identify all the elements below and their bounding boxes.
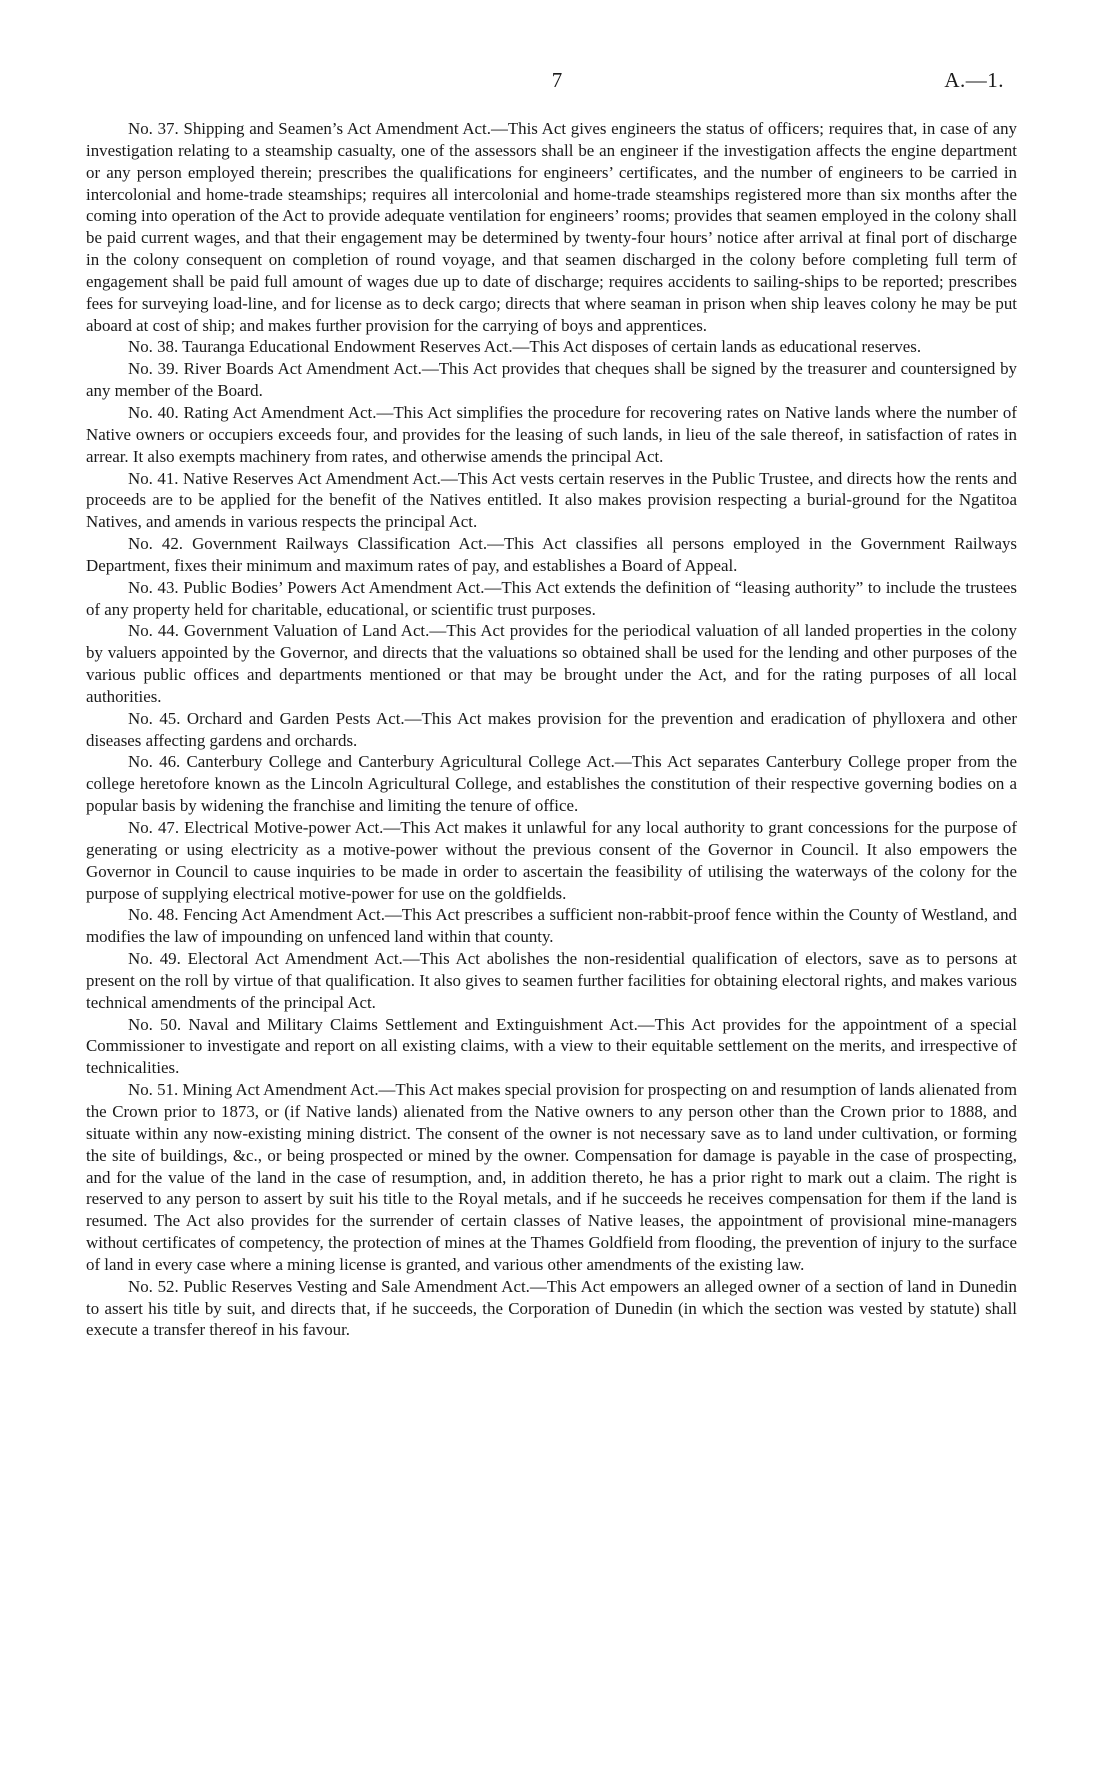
- act-summary-list: [86, 118, 1017, 1341]
- act-entry-50: No. 50. Naval and Military Claims Settlement and Extinguishment Act.—This Act provides for the appointment of a special Commissioner to investigate and report on all existing claims, with a view to their equitable settlement on the merits, and irrespective of technicalities.: [86, 1014, 1017, 1078]
- act-entry-41: No. 41. Native Reserves Act Amendment Act.—This Act vests certain reserves in the Public Trustee, and directs how the rents and proceeds are to be applied for the benefit of the Natives entitled. It also makes provision respecting a burial-ground for the Ngatitoa Natives, and amends in various respects the principal Act.: [86, 468, 1017, 532]
- page-reference: A.—1.: [944, 68, 1004, 92]
- act-entry-49: No. 49. Electoral Act Amendment Act.—This Act abolishes the non-residential qualification of electors, save as to persons at present on the roll by virtue of that qualification. It also gives to seamen further facilities for obtaining electoral rights, and makes various technical amendments of the principal Act.: [86, 949, 1017, 1012]
- act-entry-51: No. 51. Mining Act Amendment Act.—This Act makes special provision for prospecting on and resumption of lands alienated from the Crown prior to 1873, or (if Native lands) alienated from the Native owners to any person other than the Crown prior to 1888, and situate within any now-existing mining district. The consent of the owner is not necessary save as to land under cultivation, or forming the site of buildings, &c., or being prospected or mined by the owner. Compensation for damage is payable in the case of prospecting, and for the value of the land in the case of resumption, and, in addition thereto, he has a prior right to mark out a claim. The right is reserved to any person to assert by suit his title to the Royal metals, and if he succeeds he receives compensation for them if the land is resumed. The Act also provides for the surrender of certain classes of Native leases, the appointment of provisional mine-managers without certificates of competency, the protection of mines at the Thames Goldfield from flooding, the prevention of injury to the surface of land in every case where a mining license is granted, and various other amendments of the existing law.: [86, 1080, 1017, 1274]
- act-entry-48: No. 48. Fencing Act Amendment Act.—This Act prescribes a sufficient non-rabbit-proof fence within the County of Westland, and modifies the law of impounding on unfenced land within that county.: [86, 905, 1017, 947]
- act-entry-46: No. 46. Canterbury College and Canterbury Agricultural College Act.—This Act separates Canterbury College proper from the college heretofore known as the Lincoln Agricultural College, and establishes the constitution of their respective governing bodies on a popular basis by widening the franchise and limiting the tenure of office.: [86, 752, 1017, 816]
- page-number: 7: [551, 68, 563, 92]
- act-entry-44: No. 44. Government Valuation of Land Act.—This Act provides for the periodical valuation of all landed properties in the colony by valuers appointed by the Governor, and directs that the valuations so obtained shall be used for the lending and other purposes of the various public offices and departments mentioned or that may be brought under the Act, and for the rating purposes of all local authorities.: [86, 621, 1017, 706]
- act-entry-47: No. 47. Electrical Motive-power Act.—This Act makes it unlawful for any local authority to grant concessions for the purpose of generating or using electricity as a motive-power without the previous consent of the Governor in Council. It also empowers the Governor in Council to cause inquiries to be made in order to ascertain the feasibility of utilising the waterways of the colony for the purpose of supplying electrical motive-power for use on the goldfields.: [86, 818, 1017, 903]
- act-entry-45: No. 45. Orchard and Garden Pests Act.—This Act makes provision for the prevention and eradication of phylloxera and other diseases affecting gardens and orchards.: [86, 708, 1017, 750]
- act-entry-43: No. 43. Public Bodies’ Powers Act Amendment Act.—This Act extends the definition of “leasing authority” to include the trustees of any property held for charitable, educational, or scientific trust purposes.: [86, 577, 1017, 619]
- act-entry-40: No. 40. Rating Act Amendment Act.—This Act simplifies the procedure for recovering rates on Native lands where the number of Native owners or occupiers exceeds four, and provides for the leasing of such lands, in lieu of the sale thereof, in satisfaction of rates in arrear. It also exempts machinery from rates, and otherwise amends the principal Act.: [86, 402, 1017, 466]
- act-entry-38: No. 38. Tauranga Educational Endowment Reserves Act.—This Act disposes of certain lands as educational reserves.: [128, 337, 922, 357]
- act-entry-52: No. 52. Public Reserves Vesting and Sale Amendment Act.—This Act empowers an alleged owner of a section of land in Dunedin to assert his title by suit, and directs that, if he succeeds, the Corporation of Dunedin (in which the section was vested by statute) shall execute a transfer thereof in his favour.: [86, 1276, 1017, 1340]
- act-entry-42: No. 42. Government Railways Classification Act.—This Act classifies all persons employed in the Government Railways Department, fixes their minimum and maximum rates of pay, and establishes a Board of Appeal.: [86, 534, 1017, 575]
- act-entry-37: No. 37. Shipping and Seamen’s Act Amendment Act.—This Act gives engineers the status of officers; requires that, in case of any investigation relating to a steamship casualty, one of the assessors shall be an engineer if the investigation affects the engine department or any person employed therein; prescribes the qualifications for engineers’ certificates, and the number of engineers to be carried in intercolonial and home-trade steamships; requires all intercolonial and home-trade steamships registered more than six months after the coming into operation of the Act to provide adequate ventilation for engineers’ rooms; provides that seamen employed in the colony shall be paid current wages, and that their engagement may be determined by twenty-four hours’ notice after arrival at final port of discharge in the colony consequent on completion of round voyage, and that seamen discharged in the colony before completing full term of engagement shall be paid full amount of wages due up to date of discharge; requires accidents to sailing-ships to be reported; prescribes fees for surveying load-line, and for license as to deck cargo; directs that where seaman in prison when ship leaves colony he may be put aboard at cost of ship; and makes further provision for the carrying of boys and apprentices.: [86, 119, 1017, 335]
- act-entry-39: No. 39. River Boards Act Amendment Act.—This Act provides that cheques shall be signed by the treasurer and countersigned by any member of the Board.: [86, 359, 1017, 401]
